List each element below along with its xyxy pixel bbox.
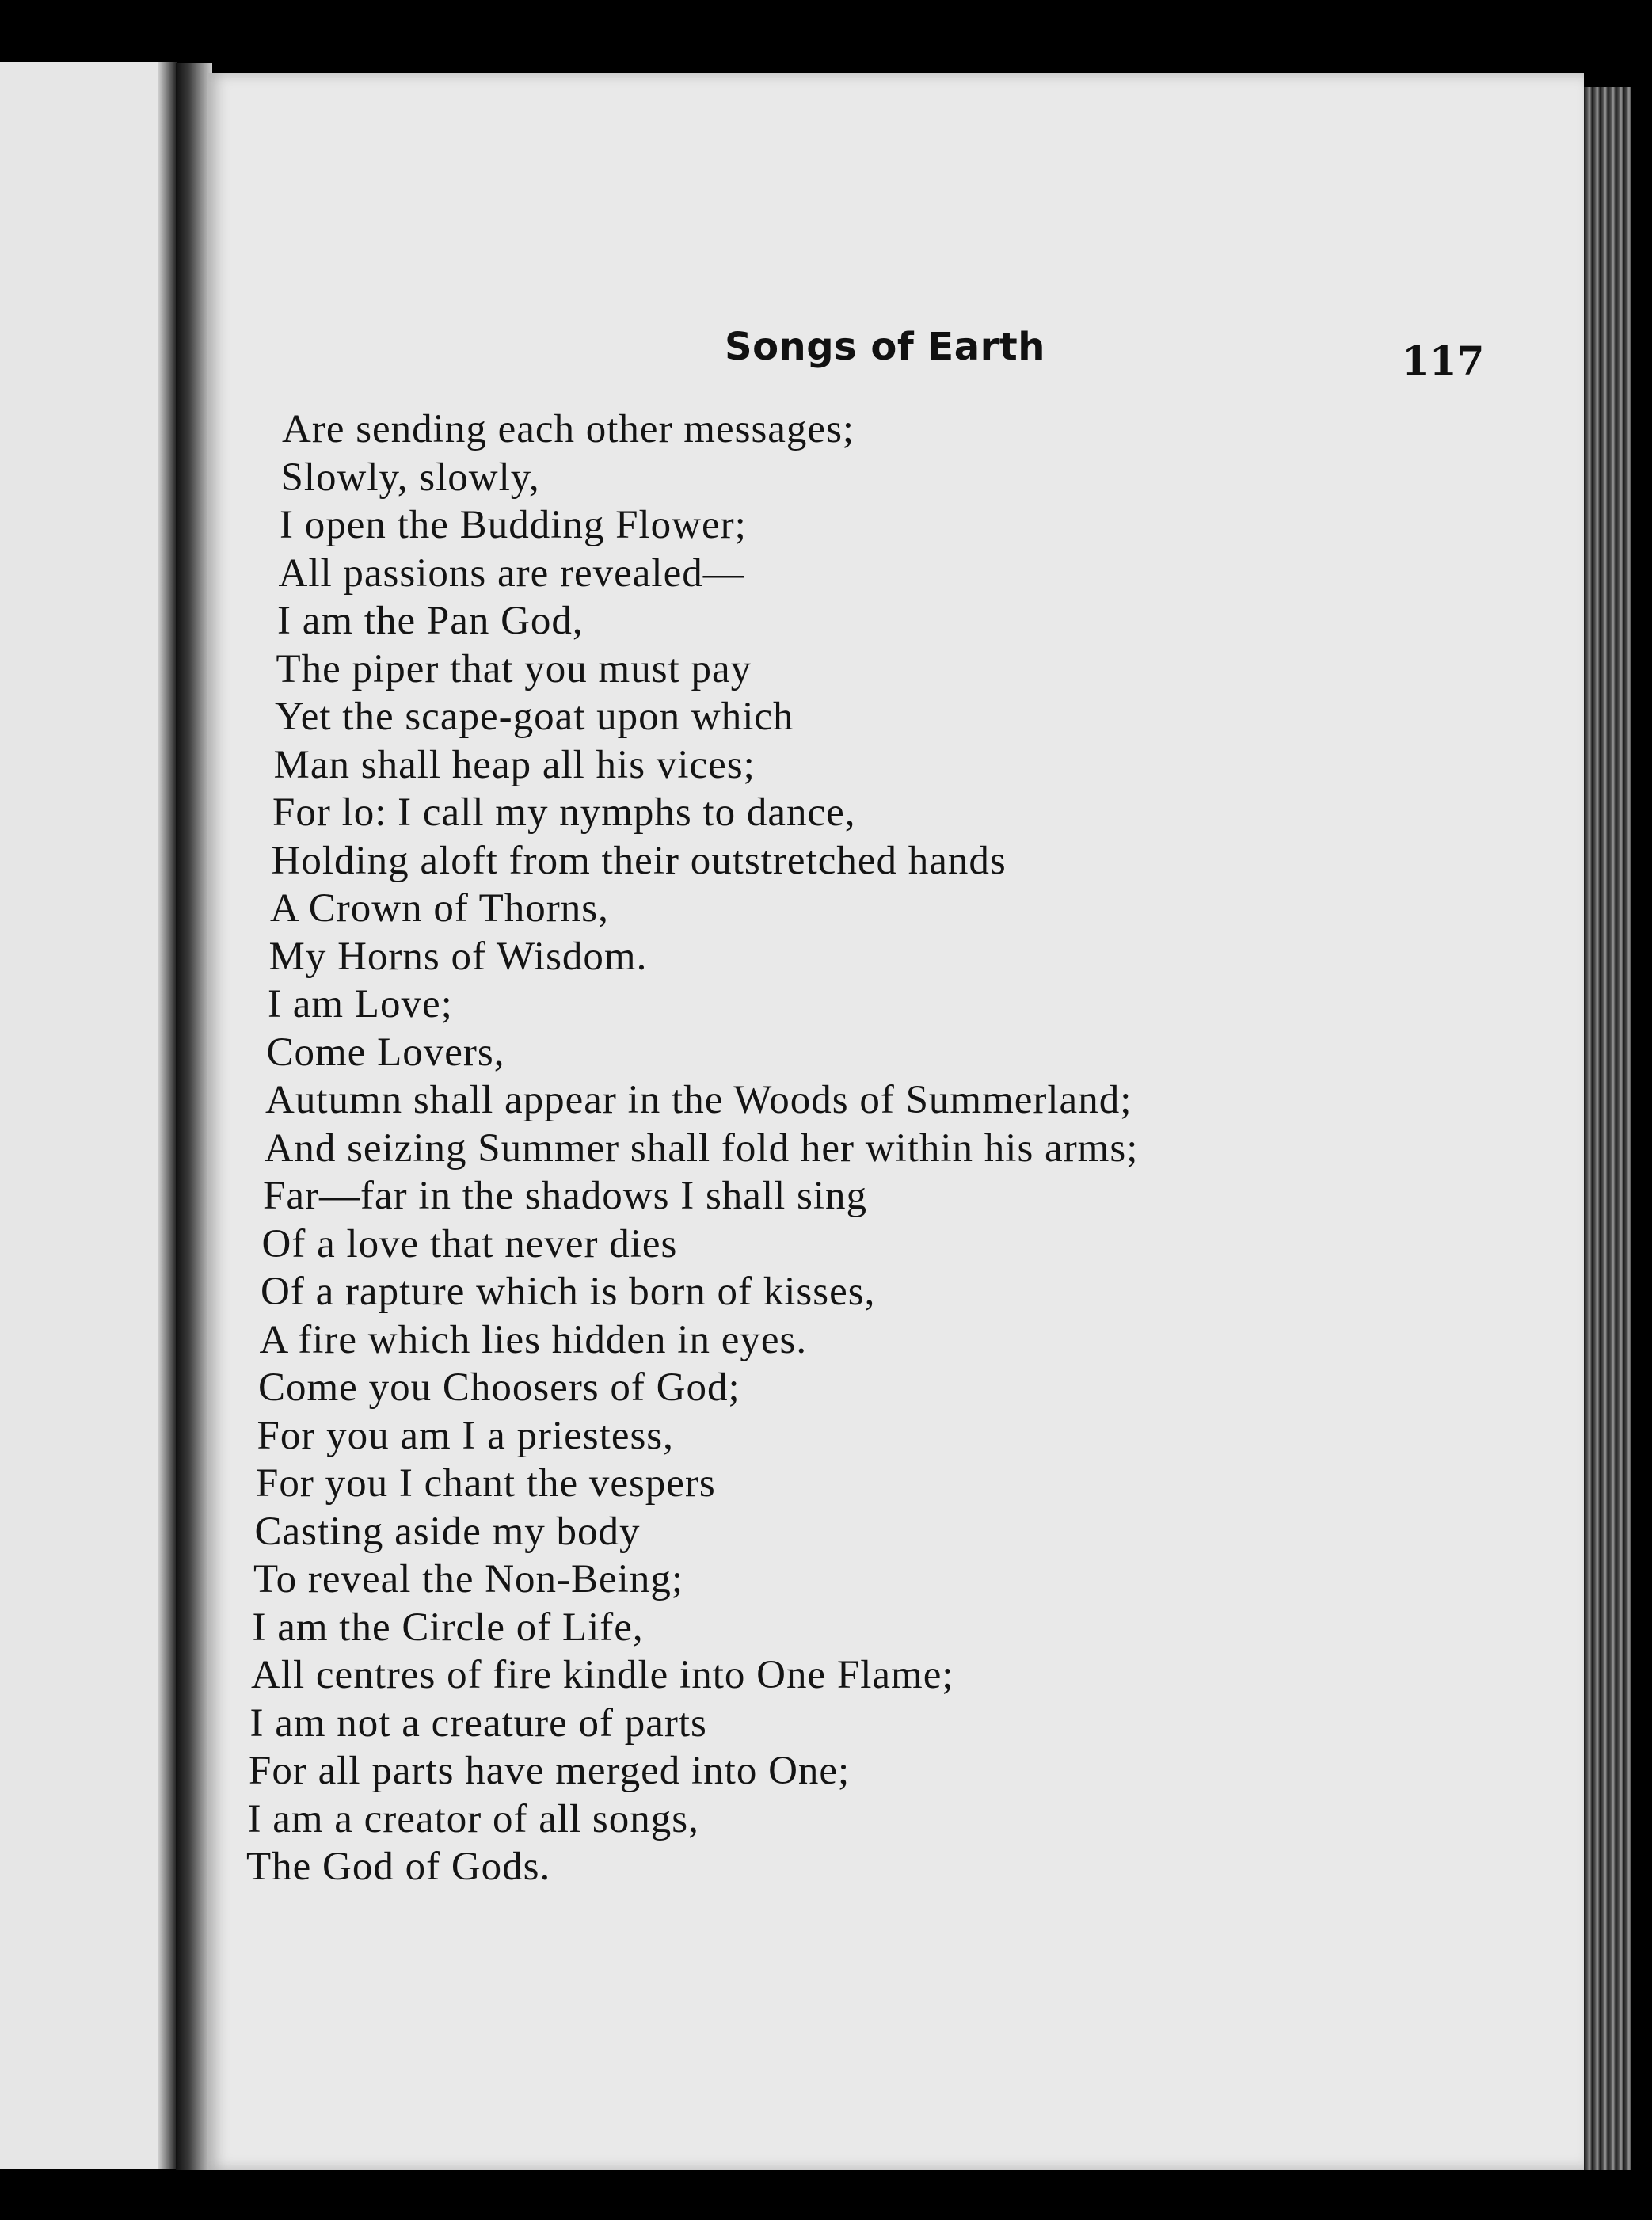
poem-line: To reveal the Non-Being; xyxy=(253,1557,684,1601)
poem-line: All centres of fire kindle into One Flame; xyxy=(251,1653,954,1697)
poem-line: The God of Gods. xyxy=(246,1845,551,1889)
poem-line: Of a rapture which is born of kisses, xyxy=(261,1270,876,1314)
poem-line: A Crown of Thorns, xyxy=(270,886,609,931)
poem-line: I am the Circle of Life, xyxy=(252,1605,644,1650)
poem-line: I am Love; xyxy=(268,982,453,1026)
poem-line: My Horns of Wisdom. xyxy=(268,934,648,979)
poem-line: For you I chant the vespers xyxy=(256,1461,716,1506)
poem-line: For you am I a priestess, xyxy=(257,1413,674,1458)
poem-line: Holding aloft from their outstretched hands xyxy=(271,838,1007,883)
poem-line: Come you Choosers of God; xyxy=(258,1365,740,1410)
page-number: 117 xyxy=(1402,337,1485,384)
poem-line: Autumn shall appear in the Woods of Summerland; xyxy=(265,1078,1132,1122)
poem-line: I am not a creature of parts xyxy=(249,1700,707,1746)
poem-line: Far—far in the shadows I shall sing xyxy=(263,1174,868,1218)
poem-line: I am the Pan God, xyxy=(277,599,584,643)
poem-line: Of a love that never dies xyxy=(261,1221,678,1266)
poem-line: Are sending each other messages; xyxy=(282,407,855,451)
poem-line: Slowly, slowly, xyxy=(280,455,540,500)
poem-line: Casting aside my body xyxy=(254,1509,641,1554)
poem-line: I open the Budding Flower; xyxy=(280,503,747,547)
running-head: Songs of Earth xyxy=(725,325,1045,369)
poem-line: I am a creator of all songs, xyxy=(247,1796,699,1841)
poem-line: All passions are revealed— xyxy=(278,550,744,596)
poem-line: Man shall heap all his vices; xyxy=(273,742,756,787)
poem-line: Come Lovers, xyxy=(266,1030,505,1075)
poem-line: A fire which lies hidden in eyes. xyxy=(259,1317,808,1362)
poem-line: For all parts have merged into One; xyxy=(249,1749,851,1793)
poem-line: The piper that you must pay xyxy=(276,646,752,691)
poem-line: For lo: I call my nymphs to dance, xyxy=(272,790,856,835)
poem-line: Yet the scape-goat upon which xyxy=(275,695,794,739)
poem-line: And seizing Summer shall fold her within his arms; xyxy=(264,1125,1139,1171)
